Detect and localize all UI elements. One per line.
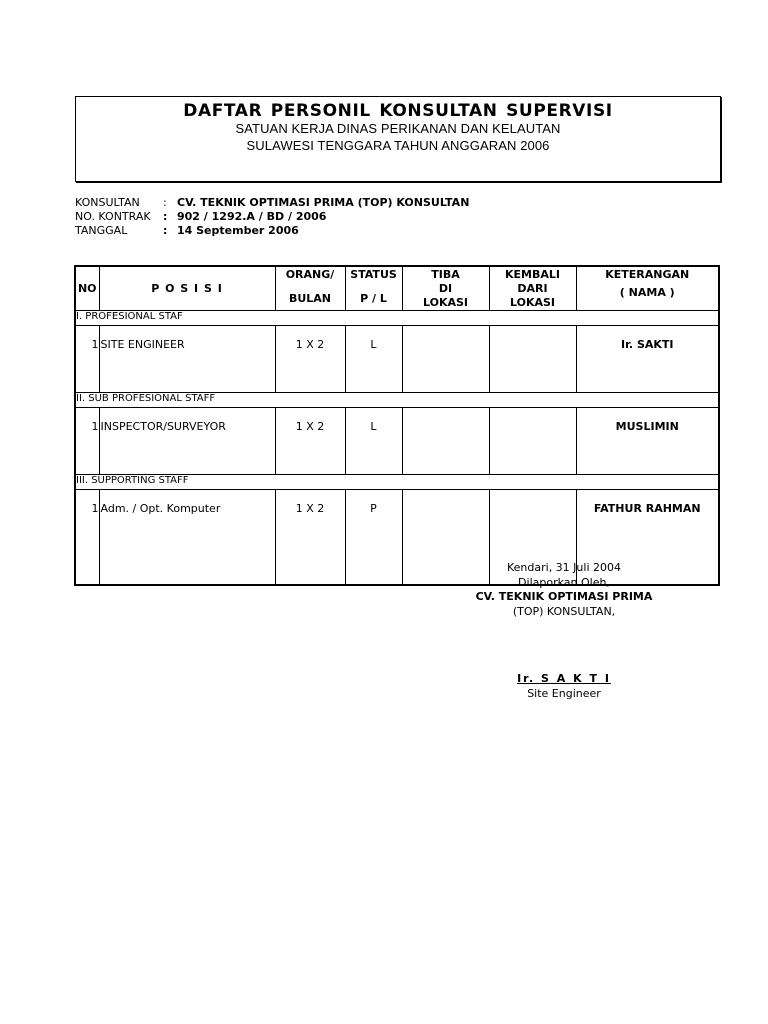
document-title: DAFTAR PERSONIL KONSULTAN SUPERVISI [183,101,613,121]
signature-position: Site Engineer [527,686,601,700]
table-row [75,326,719,393]
konsultan-label: KONSULTAN [75,196,140,209]
row-posisi: Adm. / Opt. Komputer [99,490,275,586]
personnel-table [74,265,720,586]
signature-place-date: Kendari, 31 Juli 2004 [506,561,621,574]
row-no: 1 [75,408,99,475]
header-status-bottom: P / L [360,292,387,305]
signature-name-block [440,672,688,701]
header-tiba-line1: TIBA [431,268,460,281]
row-status: L [345,326,402,393]
tanggal-label: TANGGAL [75,224,128,237]
section-row-profesional [75,311,719,326]
signature-reported-by: Dilaporkan Oleh, [518,575,610,589]
row-nama: FATHUR RAHMAN [576,490,719,586]
row-tiba [402,326,489,393]
header-kembali [489,266,576,311]
konsultan-value: CV. TEKNIK OPTIMASI PRIMA (TOP) KONSULTAN [177,196,470,209]
row-no: 1 [75,490,99,586]
table-header-row [75,266,719,311]
kontrak-label: NO. KONTRAK [75,210,151,223]
header-status [345,266,402,311]
header-no: NO [75,266,99,311]
section-row-supporting [75,475,719,490]
header-orang-top: ORANG/ [285,268,335,281]
header-kembali-line3: LOKASI [509,296,556,309]
kontrak-value: 902 / 1292.A / BD / 2006 [177,210,327,223]
row-status: L [345,408,402,475]
section-row-sub-profesional [75,393,719,408]
signature-block [440,561,688,619]
document-header-box [75,96,721,182]
header-orang-bottom: BULAN [288,292,332,305]
header-posisi: P O S I S I [99,266,275,311]
konsultan-colon: : [163,196,167,209]
tanggal-colon: : [163,224,168,237]
header-keterangan-bottom: ( NAMA ) [619,286,675,299]
row-orang-bulan: 1 X 2 [275,326,345,393]
header-tiba [402,266,489,311]
header-keterangan [576,266,719,311]
row-orang-bulan: 1 X 2 [275,490,345,586]
header-status-top: STATUS [350,268,397,281]
document-subtitle-1: SATUAN KERJA DINAS PERIKANAN DAN KELAUTAN [235,121,561,136]
section-title: II. SUB PROFESIONAL STAFF [75,393,719,408]
header-kembali-line2: DARI [517,282,548,295]
tanggal-value: 14 September 2006 [177,224,299,237]
signature-company-line1: CV. TEKNIK OPTIMASI PRIMA [475,590,653,603]
row-posisi: SITE ENGINEER [99,326,275,393]
header-tiba-line2: DI [438,282,453,295]
header-kembali-line1: KEMBALI [505,268,560,281]
header-orang-bulan [275,266,345,311]
document-subtitle-2: SULAWESI TENGGARA TAHUN ANGGARAN 2006 [246,138,550,153]
kontrak-colon: : [163,210,168,223]
section-title: I. PROFESIONAL STAF [75,311,719,326]
row-kembali [489,408,576,475]
row-no: 1 [75,326,99,393]
table-row [75,408,719,475]
row-status: P [345,490,402,586]
signature-company-line2: (TOP) KONSULTAN, [512,604,616,618]
row-tiba [402,408,489,475]
header-keterangan-top: KETERANGAN [605,268,690,281]
row-nama: Ir. SAKTI [576,326,719,393]
section-title: III. SUPPORTING STAFF [75,475,719,490]
row-nama: MUSLIMIN [576,408,719,475]
signature-name: Ir. S A K T I [517,672,611,685]
row-posisi: INSPECTOR/SURVEYOR [99,408,275,475]
row-orang-bulan: 1 X 2 [275,408,345,475]
row-kembali [489,326,576,393]
header-tiba-line3: LOKASI [422,296,469,309]
